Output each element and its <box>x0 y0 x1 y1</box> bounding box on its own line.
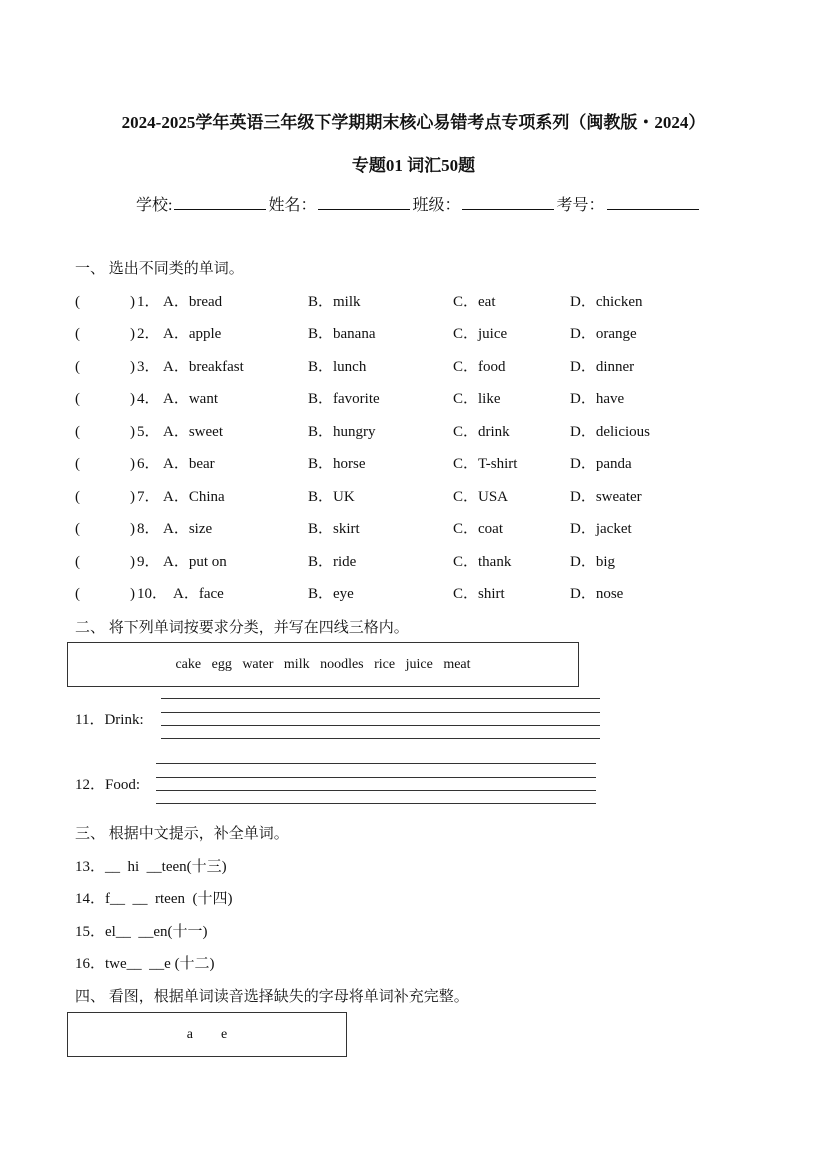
answer-paren-open[interactable]: ( <box>75 424 80 440</box>
option-a: A．size <box>163 521 213 537</box>
option-c: C．USA <box>453 489 509 505</box>
answer-paren-open[interactable]: ( <box>75 489 80 505</box>
option-a: A．bear <box>163 456 215 472</box>
option-b: B．banana <box>308 326 376 342</box>
question-number: 8． <box>137 521 160 537</box>
q12-food-label: 12．Food: <box>75 777 141 793</box>
name-label: 姓名： <box>268 197 317 214</box>
option-d: D．have <box>570 391 625 407</box>
option-b: B．ride <box>308 554 357 570</box>
option-d: D．sweater <box>570 489 642 505</box>
school-label: 学校: <box>136 197 173 214</box>
school-blank[interactable] <box>174 195 266 210</box>
answer-paren-open[interactable]: ( <box>75 521 80 537</box>
option-c: C．food <box>453 359 506 375</box>
option-b: B．UK <box>308 489 355 505</box>
question-number: 2． <box>137 326 160 342</box>
option-b: B．eye <box>308 586 354 602</box>
option-a: A．put on <box>163 554 227 570</box>
student-info-fields <box>136 195 701 215</box>
question-number: 6． <box>137 456 160 472</box>
answer-paren-close: ) <box>130 326 135 342</box>
letter-bank-box: a e <box>67 1012 347 1057</box>
option-a: A．breakfast <box>163 359 244 375</box>
question-number: 4． <box>137 391 160 407</box>
option-a: A．sweet <box>163 424 223 440</box>
word-bank-box: cake egg water milk noodles rice juice meat <box>67 642 579 687</box>
q15: 15．el__ __en(十一) <box>75 924 208 940</box>
answer-paren-open[interactable]: ( <box>75 456 80 472</box>
writing-line <box>161 725 600 726</box>
answer-paren-close: ) <box>130 521 135 537</box>
section3-heading: 三、 根据中文提示，补全单词。 <box>75 826 289 842</box>
answer-paren-open[interactable]: ( <box>75 294 80 310</box>
option-c: C．juice <box>453 326 508 342</box>
answer-paren-close: ) <box>130 489 135 505</box>
writing-line[interactable] <box>156 777 596 778</box>
exam-number-blank[interactable] <box>607 195 699 210</box>
option-d: D．big <box>570 554 616 570</box>
answer-paren-close: ) <box>130 391 135 407</box>
answer-paren-close: ) <box>130 456 135 472</box>
option-c: C．thank <box>453 554 512 570</box>
class-label: 班级： <box>412 197 461 214</box>
option-d: D．nose <box>570 586 624 602</box>
option-c: C．shirt <box>453 586 505 602</box>
option-b: B．milk <box>308 294 361 310</box>
answer-paren-open[interactable]: ( <box>75 326 80 342</box>
answer-paren-close: ) <box>130 359 135 375</box>
section2-heading: 二、 将下列单词按要求分类，并写在四线三格内。 <box>75 620 409 636</box>
answer-paren-open[interactable]: ( <box>75 359 80 375</box>
document-subtitle: 专题01 词汇50题 <box>351 156 476 175</box>
option-c: C．drink <box>453 424 510 440</box>
q14: 14．f__ __ rteen (十四) <box>75 891 233 907</box>
option-a: A．apple <box>163 326 222 342</box>
option-c: C．eat <box>453 294 496 310</box>
section1-heading: 一、 选出不同类的单词。 <box>75 261 244 277</box>
option-b: B．favorite <box>308 391 380 407</box>
option-a: A．China <box>163 489 225 505</box>
option-c: C．coat <box>453 521 503 537</box>
option-b: B．horse <box>308 456 366 472</box>
answer-paren-close: ) <box>130 586 135 602</box>
option-d: D．delicious <box>570 424 650 440</box>
writing-line <box>156 803 596 804</box>
option-c: C．like <box>453 391 501 407</box>
name-blank[interactable] <box>318 195 410 210</box>
option-b: B．hungry <box>308 424 376 440</box>
question-number: 5． <box>137 424 160 440</box>
writing-line[interactable] <box>161 712 600 713</box>
option-a: A．face <box>173 586 224 602</box>
option-d: D．chicken <box>570 294 643 310</box>
answer-paren-close: ) <box>130 424 135 440</box>
writing-line <box>161 698 600 699</box>
option-d: D．jacket <box>570 521 632 537</box>
question-number: 3． <box>137 359 160 375</box>
writing-line <box>161 738 600 739</box>
answer-paren-open[interactable]: ( <box>75 586 80 602</box>
answer-paren-close: ) <box>130 554 135 570</box>
section4-heading: 四、 看图，根据单词读音选择缺失的字母将单词补充完整。 <box>75 989 469 1005</box>
option-d: D．panda <box>570 456 632 472</box>
option-d: D．orange <box>570 326 637 342</box>
answer-paren-close: ) <box>130 294 135 310</box>
q13: 13．__ hi __teen(十三) <box>75 859 227 875</box>
option-d: D．dinner <box>570 359 635 375</box>
question-number: 1． <box>137 294 160 310</box>
question-number: 7． <box>137 489 160 505</box>
option-c: C．T-shirt <box>453 456 518 472</box>
answer-paren-open[interactable]: ( <box>75 554 80 570</box>
exam-number-label: 考号： <box>556 197 605 214</box>
document-title: 2024-2025学年英语三年级下学期期末核心易错考点专项系列（闽教版・2024） <box>121 113 706 132</box>
question-number: 9． <box>137 554 160 570</box>
answer-paren-open[interactable]: ( <box>75 391 80 407</box>
q11-drink-label: 11．Drink: <box>75 712 144 728</box>
q16: 16．twe__ __e (十二) <box>75 956 215 972</box>
option-a: A．bread <box>163 294 223 310</box>
question-number: 10． <box>137 586 168 602</box>
class-blank[interactable] <box>462 195 554 210</box>
option-b: B．lunch <box>308 359 367 375</box>
option-a: A．want <box>163 391 218 407</box>
writing-line <box>156 763 596 764</box>
writing-line <box>156 790 596 791</box>
option-b: B．skirt <box>308 521 360 537</box>
